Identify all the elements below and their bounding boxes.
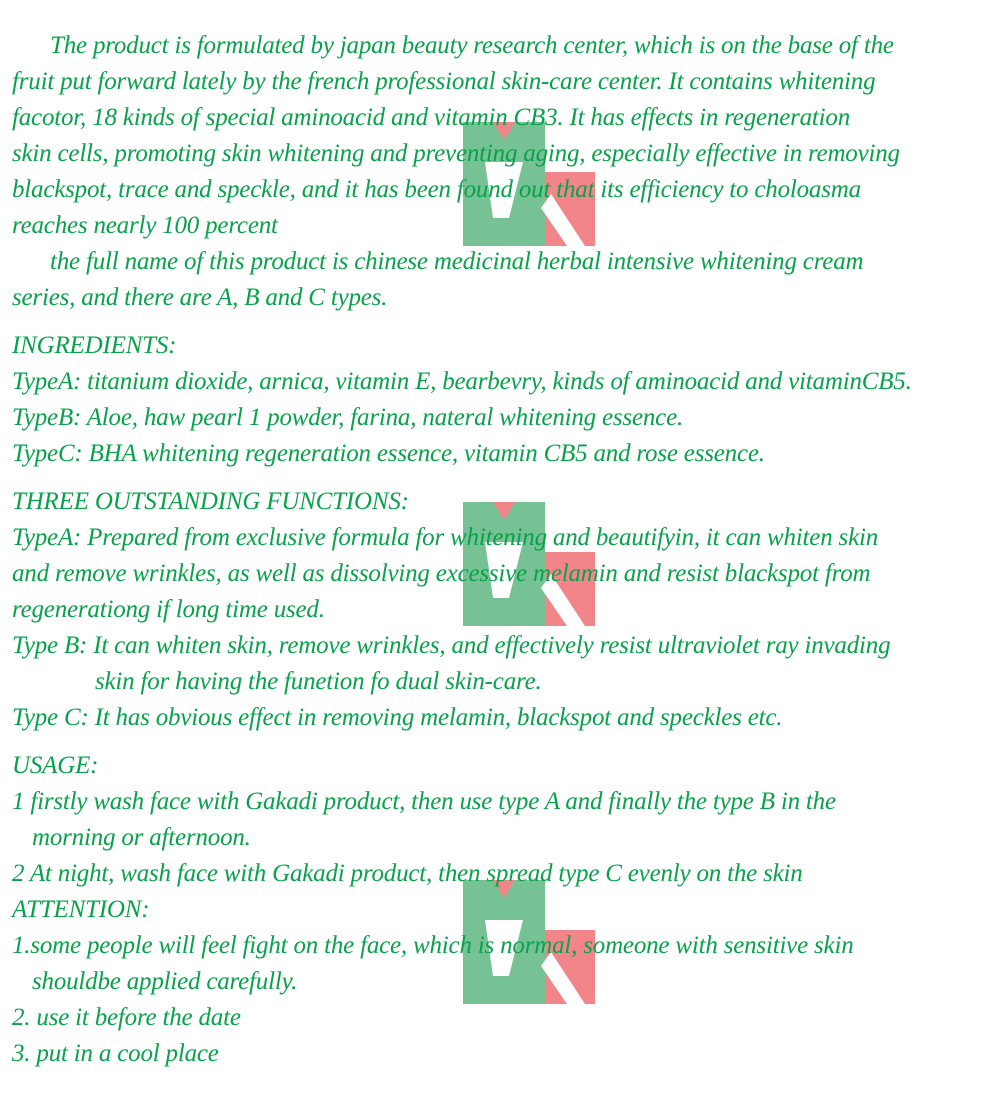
attention-line-1: 1.some people will feel fight on the face, which is normal, someone with sensitive skin [12,932,854,959]
ingredient-type-a: TypeA: titanium dioxide, arnica, vitamin E, bearbevry, kinds of aminoacid and vitaminCB5. [12,368,912,395]
functions-heading: THREE OUTSTANDING FUNCTIONS: [12,488,409,515]
function-line-5: skin for having the funetion fo dual skin-care. [95,668,542,695]
usage-line-1: 1 firstly wash face with Gakadi product, then use type A and finally the type B in the [12,788,836,815]
usage-heading: USAGE: [12,752,99,779]
ingredient-type-b: TypeB: Aloe, haw pearl 1 powder, farina, nateral whitening essence. [12,404,684,431]
usage-line-3: 2 At night, wash face with Gakadi product, then spread type C evenly on the skin [12,860,803,887]
attention-line-4: 3. put in a cool place [12,1040,219,1067]
usage-line-2: morning or afternoon. [32,824,251,851]
intro-line-2: fruit put forward lately by the french professional skin-care center. It contains whitening [12,68,876,95]
attention-line-2: shouldbe applied carefully. [32,968,298,995]
intro-line-7: the full name of this product is chinese medicinal herbal intensive whitening cream [50,248,864,275]
ingredient-type-c: TypeC: BHA whitening regeneration essence, vitamin CB5 and rose essence. [12,440,765,467]
intro-line-4: skin cells, promoting skin whitening and preventing aging, especially effective in removing [12,140,900,167]
intro-line-3: facotor, 18 kinds of special aminoacid and vitamin CB3. It has effects in regeneration [12,104,851,131]
function-line-4: Type B: It can whiten skin, remove wrinkles, and effectively resist ultraviolet ray invading [12,632,891,659]
attention-line-3: 2. use it before the date [12,1004,241,1031]
intro-line-5: blackspot, trace and speckle, and it has been found out that its efficiency to choloasma [12,176,861,203]
function-line-1: TypeA: Prepared from exclusive formula for whitening and beautifyin, it can whiten skin [12,524,879,551]
intro-line-1: The product is formulated by japan beauty research center, which is on the base of the [50,32,894,59]
intro-line-8: series, and there are A, B and C types. [12,284,388,311]
function-line-3: regenerationg if long time used. [12,596,325,623]
intro-line-6: reaches nearly 100 percent [12,212,278,239]
ingredients-heading: INGREDIENTS: [12,332,177,359]
function-line-2: and remove wrinkles, as well as dissolving excessive melamin and resist blackspot from [12,560,871,587]
function-line-6: Type C: It has obvious effect in removing melamin, blackspot and speckles etc. [12,704,783,731]
attention-heading: ATTENTION: [12,896,150,923]
